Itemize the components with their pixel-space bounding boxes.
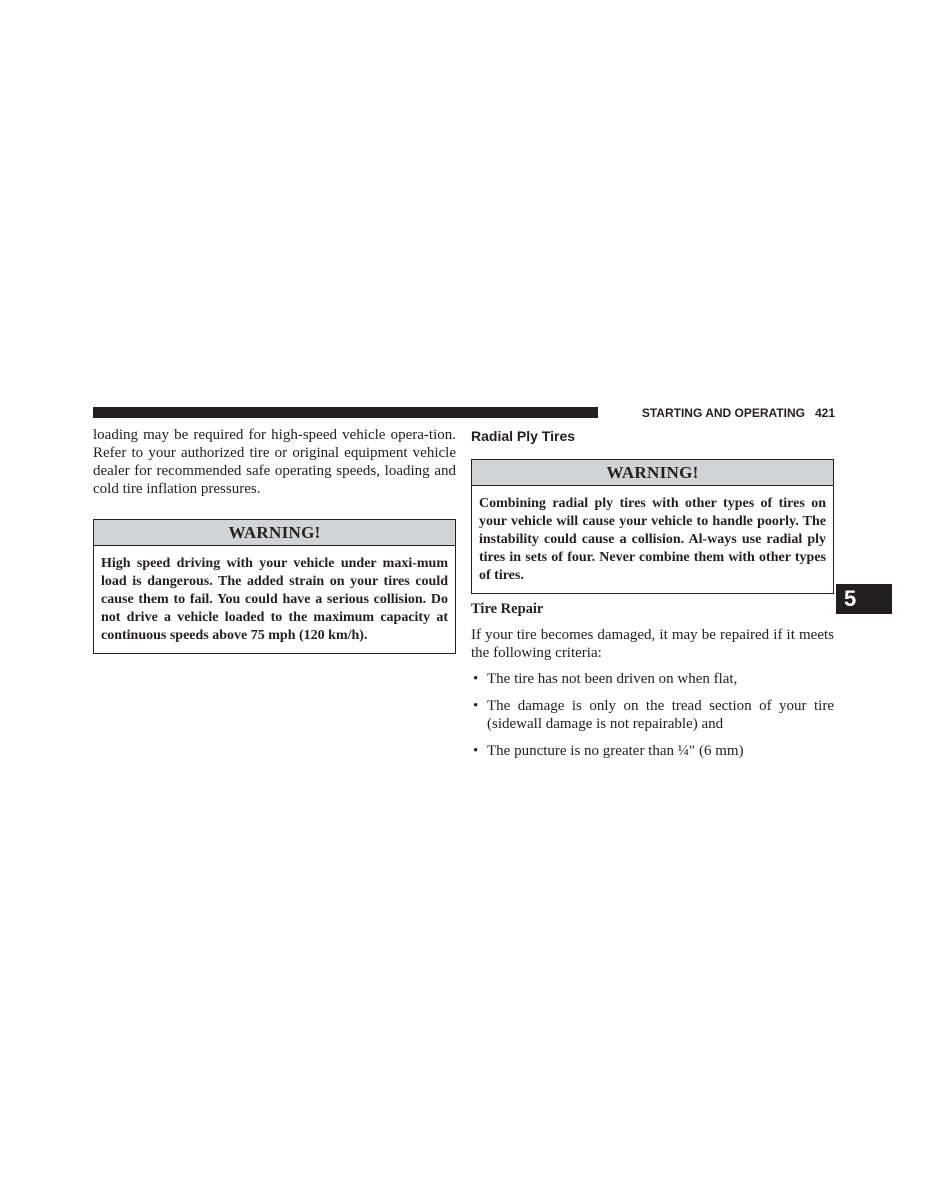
warning-title: WARNING! (94, 520, 455, 546)
warning-text: High speed driving with your vehicle under maxi-mum load is dangerous. The added strain on your tires could cause them to fail. You could have a serious collision. Do not drive a vehicle loaded to the maximum capacity at continuous speeds above 75 mph (120 km/h). (101, 556, 448, 643)
chapter-tab: 5 (836, 584, 892, 614)
header-rule (93, 407, 598, 418)
running-header (607, 405, 835, 421)
intro-paragraph: loading may be required for high-speed vehicle opera-tion. Refer to your authorized tire or original equipment vehicle dealer for recommended safe operating speeds, loading and cold tire inflation pressures. (93, 427, 456, 497)
subsection-heading-tire-repair: Tire Repair (471, 601, 544, 617)
section-heading-radial-ply: Radial Ply Tires (471, 428, 576, 444)
bullet-icon: • (473, 743, 479, 759)
left-column (93, 426, 456, 654)
right-column (471, 426, 834, 769)
page-number: 421 (814, 406, 835, 420)
warning-box-radial-ply (471, 459, 834, 594)
repair-intro: If your tire becomes damaged, it may be repaired if it meets the following criteria: (471, 627, 834, 661)
warning-text: Combining radial ply tires with other types of tires on your vehicle will cause your vehicle to handle poorly. The instability could cause a collision. Al-ways use radial ply tires in sets of four. Never combine them with other types of tires. (479, 496, 826, 583)
bullet-icon: • (473, 698, 479, 714)
warning-box-high-speed (93, 519, 456, 654)
list-item: • The puncture is no greater than ¼″ (6 mm) (473, 743, 744, 759)
section-title: STARTING AND OPERATING (641, 406, 805, 420)
warning-title: WARNING! (472, 460, 833, 486)
list-item: • The tire has not been driven on when flat, (473, 671, 738, 687)
repair-criteria-list (471, 670, 834, 760)
bullet-icon: • (473, 671, 479, 687)
list-item: • The damage is only on the tread section of your tire (sidewall damage is not repairable) and (473, 698, 834, 732)
